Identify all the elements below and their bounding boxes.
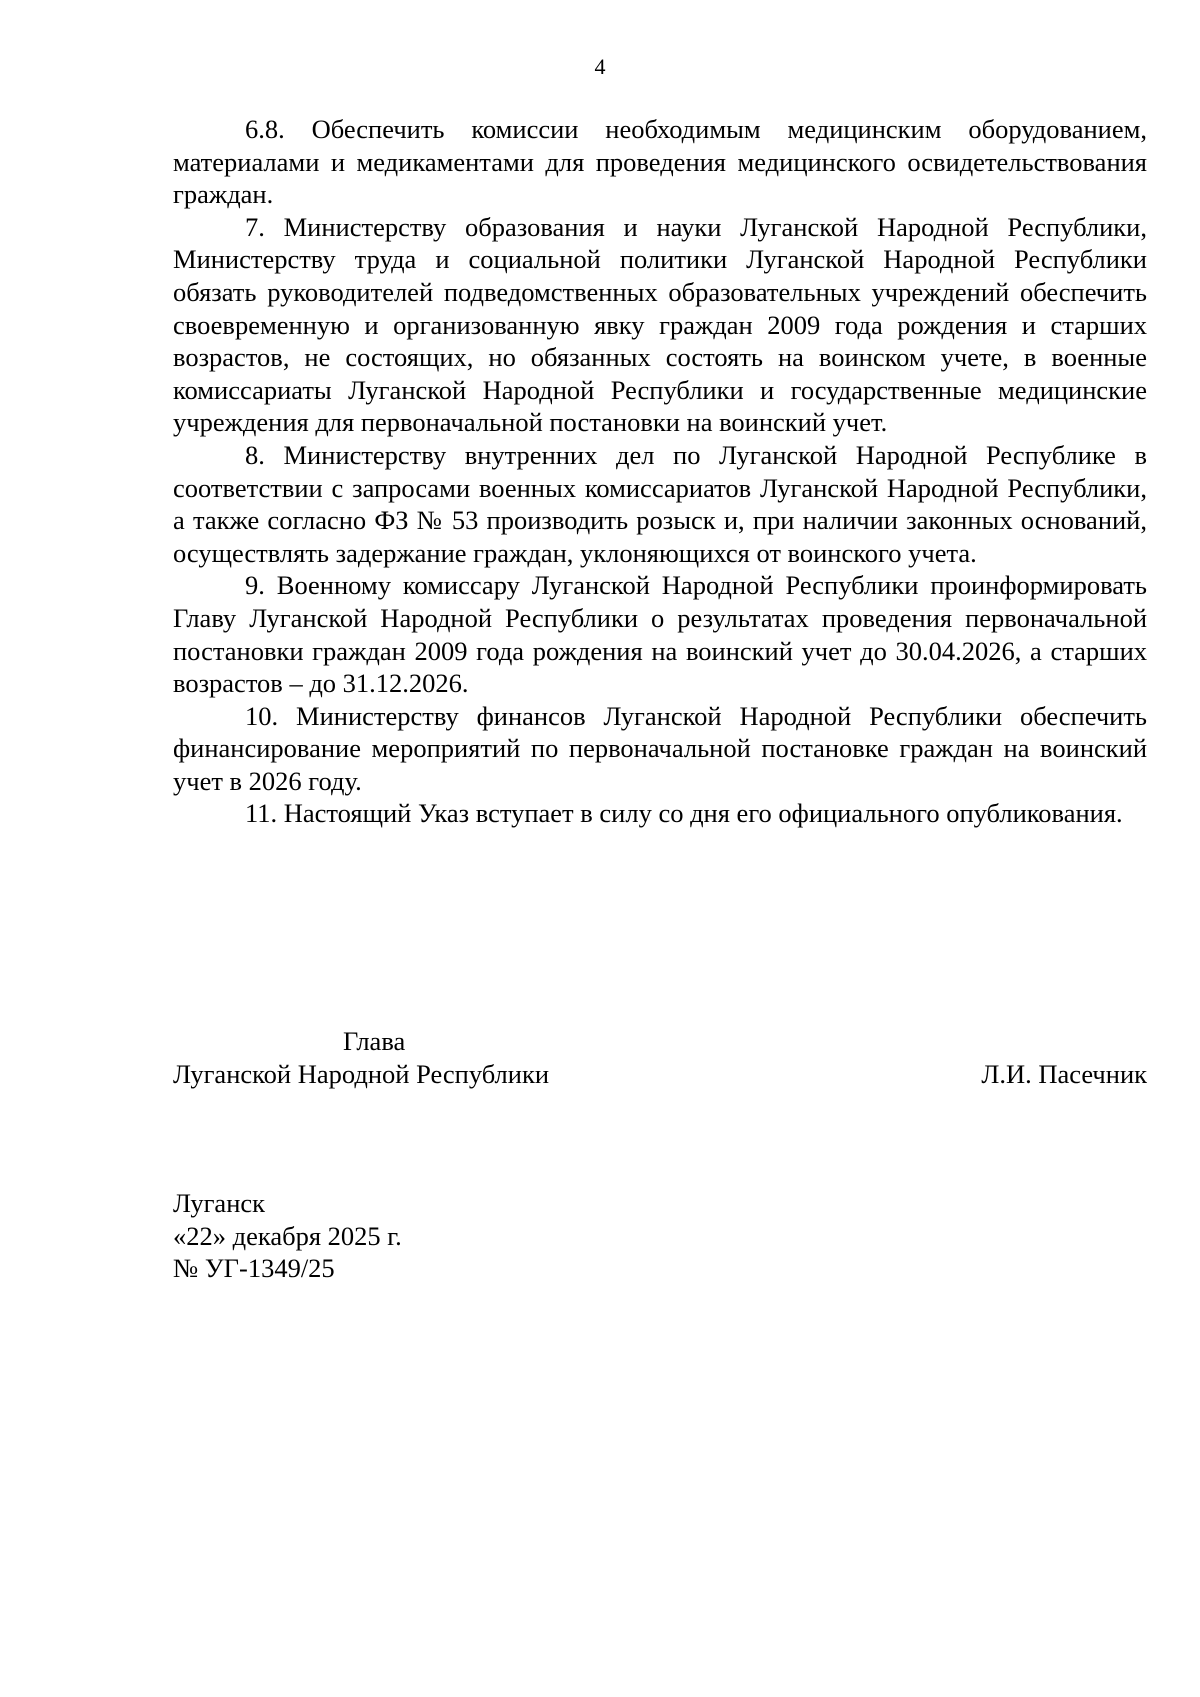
paragraph-6-8: 6.8. Обеспечить комиссии необходимым медицинским оборудованием, материалами и медикаментами для проведения медицинского освидетельствования граждан. <box>173 114 1147 210</box>
page-number: 4 <box>594 54 606 79</box>
footer-city: Луганск <box>173 1188 266 1218</box>
paragraph-11: 11. Настоящий Указ вступает в силу со дня его официального опубликования. <box>245 798 1123 829</box>
paragraph-10: 10. Министерству финансов Луганской Народной Республики обеспечить финансирование мероприятий по первоначальной постановке граждан на воинский учет в 2026 году. <box>173 700 1147 796</box>
signatory-name: Л.И. Пасечник <box>981 1058 1147 1089</box>
footer-number: № УГ-1349/25 <box>173 1253 335 1284</box>
signature-block <box>173 1025 1147 1090</box>
document-body <box>173 113 1147 830</box>
paragraph-8: 8. Министерству внутренних дел по Луганской Народной Республике в соответствии с запросами военных комиссариатов Луганской Народной Республики, а также согласно ФЗ № 53 производить розыск и, при наличии законных оснований, осуществлять задержание граждан, уклоняющихся от воинского учета. <box>173 439 1147 568</box>
document-footer <box>173 1187 402 1285</box>
signature-title-line2: Луганской Народной Республики <box>173 1058 550 1089</box>
signature-title-line1: Глава <box>343 1026 406 1056</box>
paragraph-7: 7. Министерству образования и науки Луганской Народной Республики, Министерству труда и социальной политики Луганской Народной Республики обязать руководителей подведомственных образовательных учреждений обеспечить своевременную и организованную явку граждан 2009 года рождения и старших возрастов, не состоящих, но обязанных состоять на воинском учете, в военные комиссариаты Луганской Народной Республики и государственные медицинские учреждения для первоначальной постановки на воинский учет. <box>173 211 1147 438</box>
paragraph-9: 9. Военному комиссару Луганской Народной Республики проинформировать Главу Луганской Народной Республики о результатах проведения первоначальной постановки граждан 2009 года рождения на воинский учет до 30.04.2026, а старших возрастов – до 31.12.2026. <box>173 570 1147 699</box>
footer-date: «22» декабря 2025 г. <box>173 1220 402 1251</box>
signature-row <box>173 1058 1147 1091</box>
